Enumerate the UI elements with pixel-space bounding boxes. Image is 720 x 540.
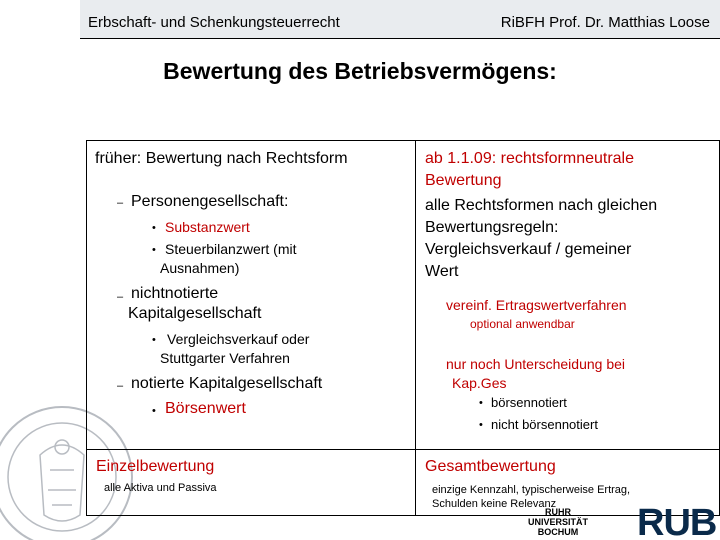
header-course-title: Erbschaft- und Schenkungsteuerrecht bbox=[88, 14, 340, 31]
personengesellschaft-label: Personengesellschaft: bbox=[131, 193, 289, 210]
dash-marker: – bbox=[117, 197, 124, 209]
university-logo-text: RUHR UNIVERSITÄT BOCHUM bbox=[528, 507, 589, 537]
vergleichsverkauf-gemeiner-label: Vergleichsverkauf / gemeiner bbox=[425, 241, 632, 258]
vergleichsverkauf-label: Vergleichsverkauf oder bbox=[167, 331, 310, 347]
header-author: RiBFH Prof. Dr. Matthias Loose bbox=[500, 14, 710, 31]
header-bar bbox=[80, 0, 720, 38]
gesamtbewertung-label: Gesamtbewertung bbox=[425, 458, 556, 475]
nichtnotierte-label: nichtnotierte bbox=[131, 285, 219, 302]
header-divider bbox=[80, 38, 720, 39]
kapges-label: Kap.Ges bbox=[452, 375, 507, 391]
alle-rechtsformen-label: alle Rechtsformen nach gleichen bbox=[425, 197, 658, 214]
steuerbilanzwert-label-cont: Ausnahmen) bbox=[160, 260, 240, 276]
optional-anwendbar-label: optional anwendbar bbox=[470, 317, 575, 331]
slide-title: Bewertung des Betriebsvermögens: bbox=[163, 58, 557, 84]
dash-marker: – bbox=[117, 380, 124, 392]
ab-2009-label: ab 1.1.09: rechtsformneutrale bbox=[425, 150, 635, 167]
boersenwert-label: Börsenwert bbox=[165, 400, 246, 417]
bullet-marker: • bbox=[152, 222, 156, 234]
row-divider bbox=[86, 449, 720, 450]
bullet-marker: • bbox=[152, 334, 156, 346]
ab-2009-label-cont: Bewertung bbox=[425, 172, 502, 189]
vergleichsverkauf-label-cont: Stuttgarter Verfahren bbox=[160, 350, 290, 366]
schulden-relevanz-label: Schulden keine Relevanz bbox=[432, 498, 557, 510]
steuerbilanzwert-label: Steuerbilanzwert (mit bbox=[165, 241, 297, 257]
aktiva-passiva-label: alle Aktiva und Passiva bbox=[104, 482, 217, 494]
dash-marker: – bbox=[117, 291, 124, 303]
column-divider bbox=[415, 140, 416, 516]
bullet-marker: • bbox=[479, 419, 483, 431]
alle-rechtsformen-label-cont: Bewertungsregeln: bbox=[425, 219, 559, 236]
notierte-label: notierte Kapitalgesellschaft bbox=[131, 375, 323, 392]
unterscheidung-label: nur noch Unterscheidung bei bbox=[446, 356, 626, 372]
bullet-marker: • bbox=[152, 244, 156, 256]
nichtnotierte-label-cont: Kapitalgesellschaft bbox=[128, 305, 262, 322]
rub-logo-icon: RUB bbox=[637, 502, 717, 540]
bullet-marker: • bbox=[152, 405, 156, 417]
boersennotiert-label: börsennotiert bbox=[491, 395, 567, 410]
einzige-kennzahl-label: einzige Kennzahl, typischerweise Ertrag, bbox=[432, 484, 631, 496]
left-heading: früher: Bewertung nach Rechtsform bbox=[95, 150, 348, 167]
substanzwert-label: Substanzwert bbox=[165, 219, 250, 235]
ertragswertverfahren-label: vereinf. Ertragswertverfahren bbox=[446, 297, 627, 313]
bullet-marker: • bbox=[479, 397, 483, 409]
nicht-boersennotiert-label: nicht börsennotiert bbox=[491, 417, 598, 432]
einzelbewertung-label: Einzelbewertung bbox=[96, 458, 215, 475]
wert-label: Wert bbox=[425, 263, 459, 280]
